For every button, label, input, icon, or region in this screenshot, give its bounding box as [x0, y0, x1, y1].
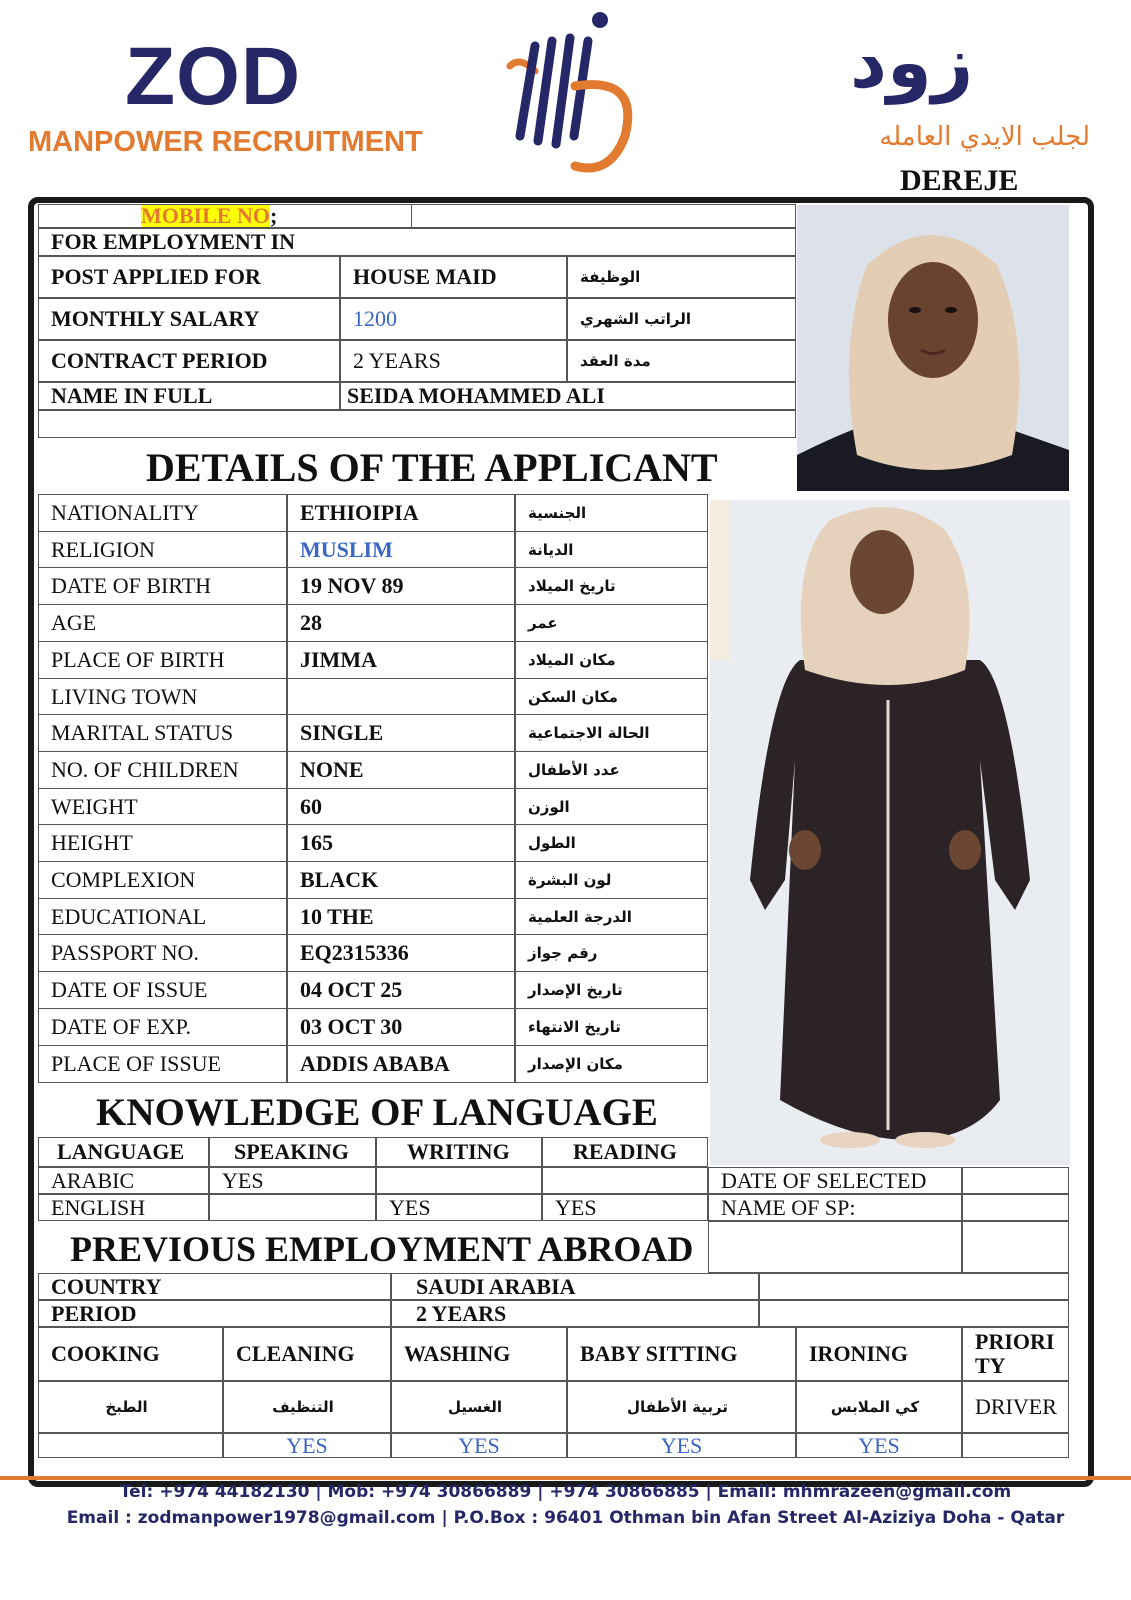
country-blank: [759, 1273, 1069, 1300]
brand-logo: [500, 6, 640, 176]
detail-arabic: الجنسية: [515, 494, 708, 532]
detail-arabic: عدد الأطفال: [515, 751, 708, 789]
arabic-speaking: YES: [209, 1167, 376, 1194]
detail-label: RELIGION: [38, 531, 287, 569]
detail-arabic: مكان الإصدار: [515, 1045, 708, 1083]
detail-value: [287, 678, 515, 716]
english-language: ENGLISH: [38, 1194, 209, 1221]
detail-value: ETHIOIPIA: [287, 494, 515, 532]
detail-arabic: تاريخ الإصدار: [515, 971, 708, 1009]
skill-value: [38, 1433, 223, 1458]
skill-arabic: كي الملابس: [796, 1381, 962, 1433]
name-label: NAME IN FULL: [38, 382, 340, 410]
date-selected-value: [962, 1167, 1069, 1194]
period-blank: [759, 1300, 1069, 1327]
detail-label: WEIGHT: [38, 788, 287, 826]
side-blank-1: [708, 1221, 962, 1273]
detail-label: PASSPORT NO.: [38, 934, 287, 972]
english-reading: YES: [542, 1194, 708, 1221]
detail-arabic: عمر: [515, 604, 708, 642]
detail-value: JIMMA: [287, 641, 515, 679]
speaking-header: SPEAKING: [209, 1137, 376, 1167]
skill-header: BABY SITTING: [567, 1327, 796, 1381]
mobile-label: MOBILE NO: [141, 204, 270, 228]
brand-name-arabic: زود: [850, 20, 974, 104]
skill-value: [962, 1433, 1069, 1458]
detail-label: EDUCATIONAL: [38, 898, 287, 936]
mobile-value-cell: [411, 204, 796, 228]
brand-subtitle-arabic: لجلب الايدي العامله: [879, 122, 1090, 152]
reading-header: READING: [542, 1137, 708, 1167]
detail-label: DATE OF BIRTH: [38, 567, 287, 605]
skill-header: PRIORI TY: [962, 1327, 1069, 1381]
detail-value: SINGLE: [287, 714, 515, 752]
skill-header: WASHING: [391, 1327, 567, 1381]
detail-value: ADDIS ABABA: [287, 1045, 515, 1083]
detail-value: 60: [287, 788, 515, 826]
detail-arabic: الطول: [515, 824, 708, 862]
country-value: SAUDI ARABIA: [391, 1273, 759, 1300]
language-title: KNOWLEDGE OF LANGUAGE: [96, 1091, 658, 1134]
skill-header: COOKING: [38, 1327, 223, 1381]
detail-arabic: تاريخ الانتهاء: [515, 1008, 708, 1046]
detail-value: MUSLIM: [287, 531, 515, 569]
post-arabic: الوظيفة: [567, 256, 796, 298]
period-label: PERIOD: [38, 1300, 391, 1327]
english-speaking: [209, 1194, 376, 1221]
arabic-writing: [376, 1167, 542, 1194]
priority-value: DRIVER: [962, 1381, 1069, 1433]
detail-arabic: مكان السكن: [515, 678, 708, 716]
detail-arabic: الديانة: [515, 531, 708, 569]
country-label: COUNTRY: [38, 1273, 391, 1300]
detail-label: LIVING TOWN: [38, 678, 287, 716]
detail-value: 10 THE: [287, 898, 515, 936]
post-label: POST APPLIED FOR: [38, 256, 340, 298]
detail-label: DATE OF ISSUE: [38, 971, 287, 1009]
name-sp-value: [962, 1194, 1069, 1221]
detail-arabic: رقم جواز: [515, 934, 708, 972]
detail-label: AGE: [38, 604, 287, 642]
skill-value: YES: [567, 1433, 796, 1458]
skill-arabic: التنظيف: [223, 1381, 391, 1433]
detail-value: 165: [287, 824, 515, 862]
blank-row: [38, 410, 796, 438]
details-title: DETAILS OF THE APPLICANT: [146, 445, 718, 490]
language-header: LANGUAGE: [38, 1137, 209, 1167]
contract-label: CONTRACT PERIOD: [38, 340, 340, 382]
skill-value: YES: [391, 1433, 567, 1458]
detail-label: NATIONALITY: [38, 494, 287, 532]
footer-contact-line: Tel: +974 44182130 | Mob: +974 30866889 | +974 30866885 | Email: mhmrazeen@gmail.com: [119, 1482, 1012, 1502]
detail-value: EQ2315336: [287, 934, 515, 972]
detail-label: PLACE OF BIRTH: [38, 641, 287, 679]
skill-value: YES: [796, 1433, 962, 1458]
salary-arabic: الراتب الشهري: [567, 298, 796, 340]
detail-value: 03 OCT 30: [287, 1008, 515, 1046]
detail-label: MARITAL STATUS: [38, 714, 287, 752]
detail-arabic: الوزن: [515, 788, 708, 826]
footer-divider: [0, 1476, 1131, 1480]
skill-header: IRONING: [796, 1327, 962, 1381]
previous-title: PREVIOUS EMPLOYMENT ABROAD: [70, 1229, 694, 1269]
english-writing: YES: [376, 1194, 542, 1221]
detail-label: COMPLEXION: [38, 861, 287, 899]
detail-label: DATE OF EXP.: [38, 1008, 287, 1046]
skill-arabic: تربية الأطفال: [567, 1381, 796, 1433]
detail-arabic: الحالة الاجتماعية: [515, 714, 708, 752]
post-value: HOUSE MAID: [340, 256, 567, 298]
brand-subtitle: MANPOWER RECRUITMENT: [28, 126, 423, 158]
skill-value: YES: [223, 1433, 391, 1458]
arabic-language: ARABIC: [38, 1167, 209, 1194]
contract-value: 2 YEARS: [340, 340, 567, 382]
employment-label: FOR EMPLOYMENT IN: [38, 228, 796, 256]
detail-label: PLACE OF ISSUE: [38, 1045, 287, 1083]
full-body-photo: [710, 500, 1070, 1165]
salary-label: MONTHLY SALARY: [38, 298, 340, 340]
period-value: 2 YEARS: [391, 1300, 759, 1327]
detail-value: 19 NOV 89: [287, 567, 515, 605]
detail-arabic: لون البشرة: [515, 861, 708, 899]
skill-header: CLEANING: [223, 1327, 391, 1381]
salary-value: 1200: [340, 298, 567, 340]
footer-address-line: Email : zodmanpower1978@gmail.com | P.O.Box : 96401 Othman bin Afan Street Al-Aziziya Doha - Qatar: [66, 1508, 1065, 1528]
contract-arabic: مدة العقد: [567, 340, 796, 382]
name-value: SEIDA MOHAMMED ALI: [340, 382, 796, 410]
detail-value: BLACK: [287, 861, 515, 899]
arabic-reading: [542, 1167, 708, 1194]
detail-arabic: الدرجة العلمية: [515, 898, 708, 936]
brand-name: ZOD: [125, 31, 302, 122]
detail-arabic: مكان الميلاد: [515, 641, 708, 679]
name-sp-label: NAME OF SP:: [708, 1194, 962, 1221]
mobile-label-cell: MOBILE NO ;: [38, 204, 411, 228]
detail-arabic: تاريخ الميلاد: [515, 567, 708, 605]
portrait-photo: [797, 205, 1069, 491]
side-blank-2: [962, 1221, 1069, 1273]
writing-header: WRITING: [376, 1137, 542, 1167]
detail-label: HEIGHT: [38, 824, 287, 862]
date-selected-label: DATE OF SELECTED: [708, 1167, 962, 1194]
detail-value: 28: [287, 604, 515, 642]
skill-arabic: الغسيل: [391, 1381, 567, 1433]
detail-value: 04 OCT 25: [287, 971, 515, 1009]
agent-name: DEREJE: [900, 164, 1019, 197]
detail-label: NO. OF CHILDREN: [38, 751, 287, 789]
skill-arabic: الطبخ: [38, 1381, 223, 1433]
detail-value: NONE: [287, 751, 515, 789]
